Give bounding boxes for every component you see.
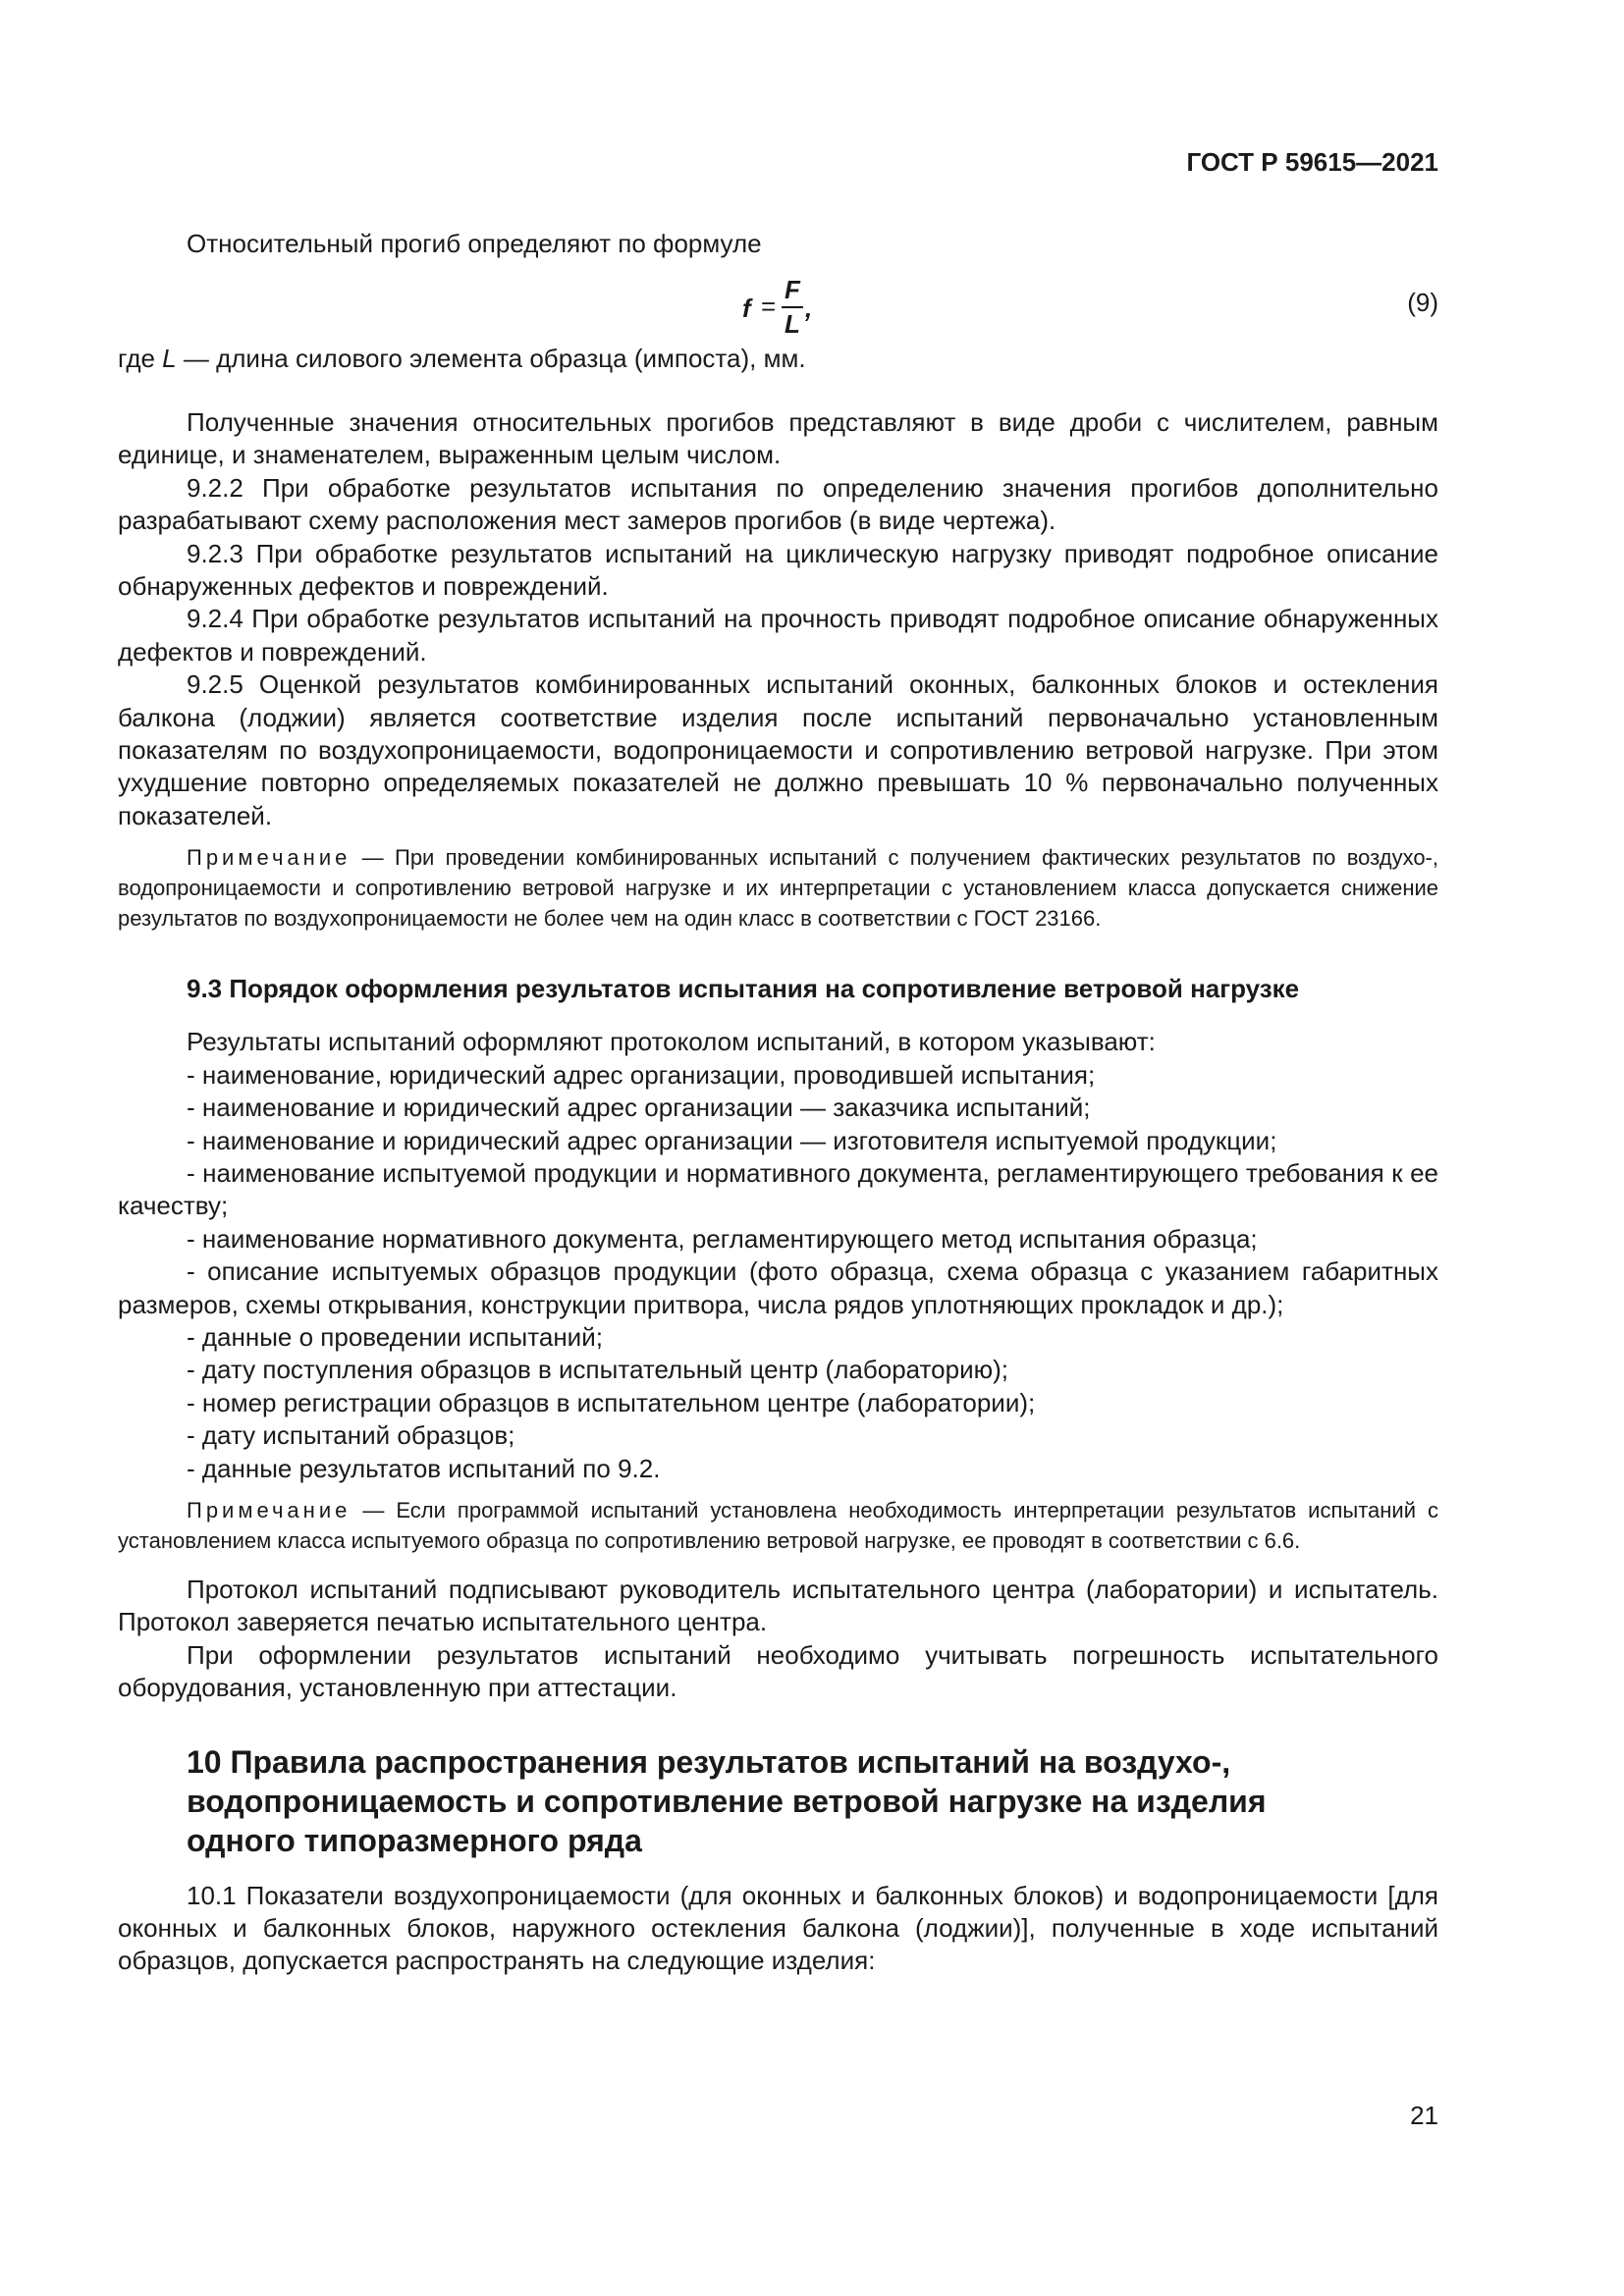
paragraph: 9.2.2 При обработке результатов испытания по определению значения прогибов дополнительно разрабатывают схему расположения мест замеров прогибов (в виде чертежа).: [118, 472, 1438, 536]
note-text: — Если программой испытаний установлена необходимость интерпретации результатов испытаний с установлением класса испытуемого образца по сопротивлению ветровой нагрузке, ее проводят в соответствии с 6.6.: [118, 1497, 1438, 1553]
list-item: - номер регистрации образцов в испытательном центре (лаборатории);: [187, 1387, 1036, 1417]
list-item: - наименование нормативного документа, регламентирующего метод испытания образца;: [187, 1223, 1258, 1254]
list-item: - наименование и юридический адрес организации — изготовителя испытуемой продукции;: [187, 1125, 1277, 1155]
formula-denominator: L: [785, 309, 800, 339]
document-body: [118, 406, 1438, 1978]
formula-trailing-comma: ,: [805, 294, 813, 323]
list-intro: Результаты испытаний оформляют протоколом испытаний, в котором указывают:: [187, 1027, 1156, 1057]
paragraph: 9.2.5 Оценкой результатов комбинированных испытаний оконных, балконных блоков и остекления балкона (лоджии) является соответствие изделия после испытаний первоначально установленным показателям по воздухопроницаемости, водопроницаемости и сопротивлению ветровой нагрузке. При этом ухудшение повторно определяемых показателей не должно превышать 10 % первоначально полученных показателей.: [118, 669, 1438, 830]
formula-where-clause: [118, 344, 806, 374]
document-page: [118, 0, 1438, 2296]
paragraph: При оформлении результатов испытаний необходимо учитывать погрешность испытательного оборудования, установленную при аттестации.: [118, 1639, 1438, 1703]
note-text: — При проведении комбинированных испытаний с получением фактических результатов по воздухо-, водопроницаемости и сопротивлению ветровой нагрузке и их интерпретации с установлением класса допускается снижение результатов по воздухопроницаемости не более чем на один класс в соответствии с ГОСТ 23166.: [118, 845, 1438, 932]
subsection-title: 9.3 Порядок оформления результатов испытания на сопротивление ветровой нагрузке: [187, 974, 1300, 1004]
fraction-bar: [782, 306, 803, 308]
where-text: — длина силового элемента образца (импоста), мм.: [176, 344, 806, 373]
formula-lead-text: Относительный прогиб определяют по формуле: [187, 229, 762, 258]
list-item: - наименование, юридический адрес организации, проводившей испытания;: [187, 1059, 1096, 1090]
note-label: Примечание: [187, 845, 352, 871]
list-item: - дату испытаний образцов;: [187, 1420, 515, 1451]
paragraph: 10.1 Показатели воздухопроницаемости (для оконных и балконных блоков) и водопроницаемости [для оконных и балконных блоков, наружного остекления балкона (лоджии)], полученные в ходе испытаний образцов, допускается распространять на следующие изделия:: [118, 1880, 1438, 1976]
note-classification: [118, 1495, 1438, 1556]
note-combined-tests: [118, 842, 1438, 934]
formula-numerator: F: [785, 275, 800, 304]
list-item: - наименование испытуемой продукции и нормативного документа, регламентирующего требования к ее качеству;: [118, 1157, 1438, 1221]
paragraph: Полученные значения относительных прогибов представляют в виде дроби с числителем, равным единице, и знаменателем, выраженным целым числом.: [118, 407, 1438, 470]
where-prefix: где: [118, 344, 163, 373]
formula-equals: =: [761, 292, 777, 321]
list-item: - данные о проведении испытаний;: [187, 1321, 603, 1352]
section-title: 10 Правила распространения результатов испытаний на воздухо-, водопроницаемость и сопротивление ветровой нагрузке на изделия одного типоразмерного ряда: [187, 1743, 1267, 1858]
where-variable: L: [162, 344, 177, 373]
paragraph: 9.2.4 При обработке результатов испытаний на прочность приводят подробное описание обнаруженных дефектов и повреждений.: [118, 604, 1438, 667]
formula-lhs: f: [742, 294, 751, 323]
note-label: Примечание: [187, 1497, 352, 1522]
paragraph: 9.2.3 При обработке результатов испытаний на циклическую нагрузку приводят подробное описание обнаруженных дефектов и повреждений.: [118, 538, 1438, 602]
list-item: - данные результатов испытаний по 9.2.: [187, 1453, 661, 1483]
page-number: 21: [1410, 2101, 1438, 2130]
formula-9: [742, 275, 880, 339]
document-header: ГОСТ Р 59615—2021: [1186, 147, 1438, 177]
list-item: - описание испытуемых образцов продукции (фото образца, схема образца с указанием габаритных размеров, схемы открывания, конструкции притвора, числа рядов уплотняющих прокладок и др.);: [118, 1256, 1438, 1319]
equation-number: (9): [1407, 288, 1438, 317]
list-item: - дату поступления образцов в испытательный центр (лабораторию);: [187, 1355, 1008, 1385]
paragraph: Протокол испытаний подписывают руководитель испытательного центра (лаборатории) и испытатель. Протокол заверяется печатью испытательного центра.: [118, 1574, 1438, 1637]
list-item: - наименование и юридический адрес организации — заказчика испытаний;: [187, 1093, 1091, 1123]
